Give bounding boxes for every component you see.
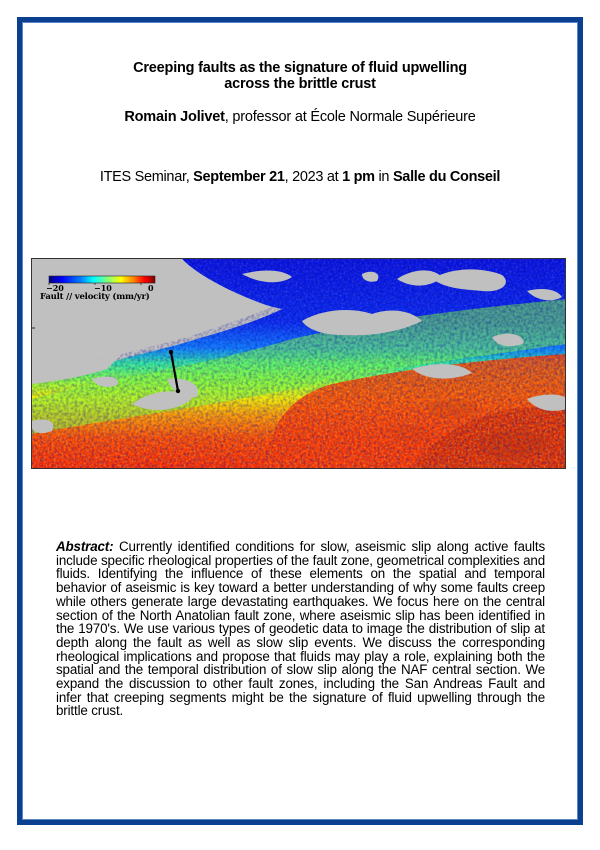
abstract bbox=[56, 540, 545, 718]
colorbar-tick-label: −20 bbox=[46, 283, 64, 293]
speaker-affiliation: , professor at École Normale Supérieure bbox=[224, 109, 476, 125]
event-in: in bbox=[374, 169, 393, 185]
seminar-title bbox=[0, 60, 600, 92]
event-line bbox=[0, 169, 600, 185]
abstract-text: Currently identified conditions for slow, aseismic slip along active faults include specific rheological properties of the fault zone, geometrical complexities and fluids. Identifying the influence of these elements on the spatial and temporal behavior of aseismic is key toward a better understanding of why some faults creep while others generate large devastating earthquakes. We focus here on the central section of the North Anatolian fault zone, where aseismic slip has been identified in the 1970's. We use various types of geodetic data to image the distribution of slip at depth along the fault as well as slow slip events. We discuss the corresponding rheological implications and propose that fluids may play a role, explaining both the spatial and the temporal distribution of slow slip along the NAF central section. We expand the discussion to other fault zones, including the San Andreas Fault and infer that creeping segments might be the signature of fluid upwelling through the brittle crust. bbox=[56, 539, 545, 719]
title-line-2: across the brittle crust bbox=[224, 76, 376, 92]
speaker-name: Romain Jolivet bbox=[124, 109, 225, 125]
event-series: ITES Seminar, bbox=[99, 169, 194, 185]
abstract-label: Abstract: bbox=[56, 539, 114, 554]
event-date: September 21 bbox=[193, 169, 285, 185]
title-line-1: Creeping faults as the signature of fluid upwelling bbox=[133, 60, 467, 76]
event-venue: Salle du Conseil bbox=[392, 169, 501, 185]
colorbar-tick-label: 0 bbox=[148, 283, 154, 293]
colorbar bbox=[49, 276, 155, 283]
colorbar-label: Fault // velocity (mm/yr) bbox=[40, 292, 150, 302]
event-time: 1 pm bbox=[342, 169, 375, 185]
speaker-line bbox=[0, 109, 600, 125]
colorbar-tick-label: −10 bbox=[94, 283, 112, 293]
event-year: , 2023 at bbox=[284, 169, 343, 185]
